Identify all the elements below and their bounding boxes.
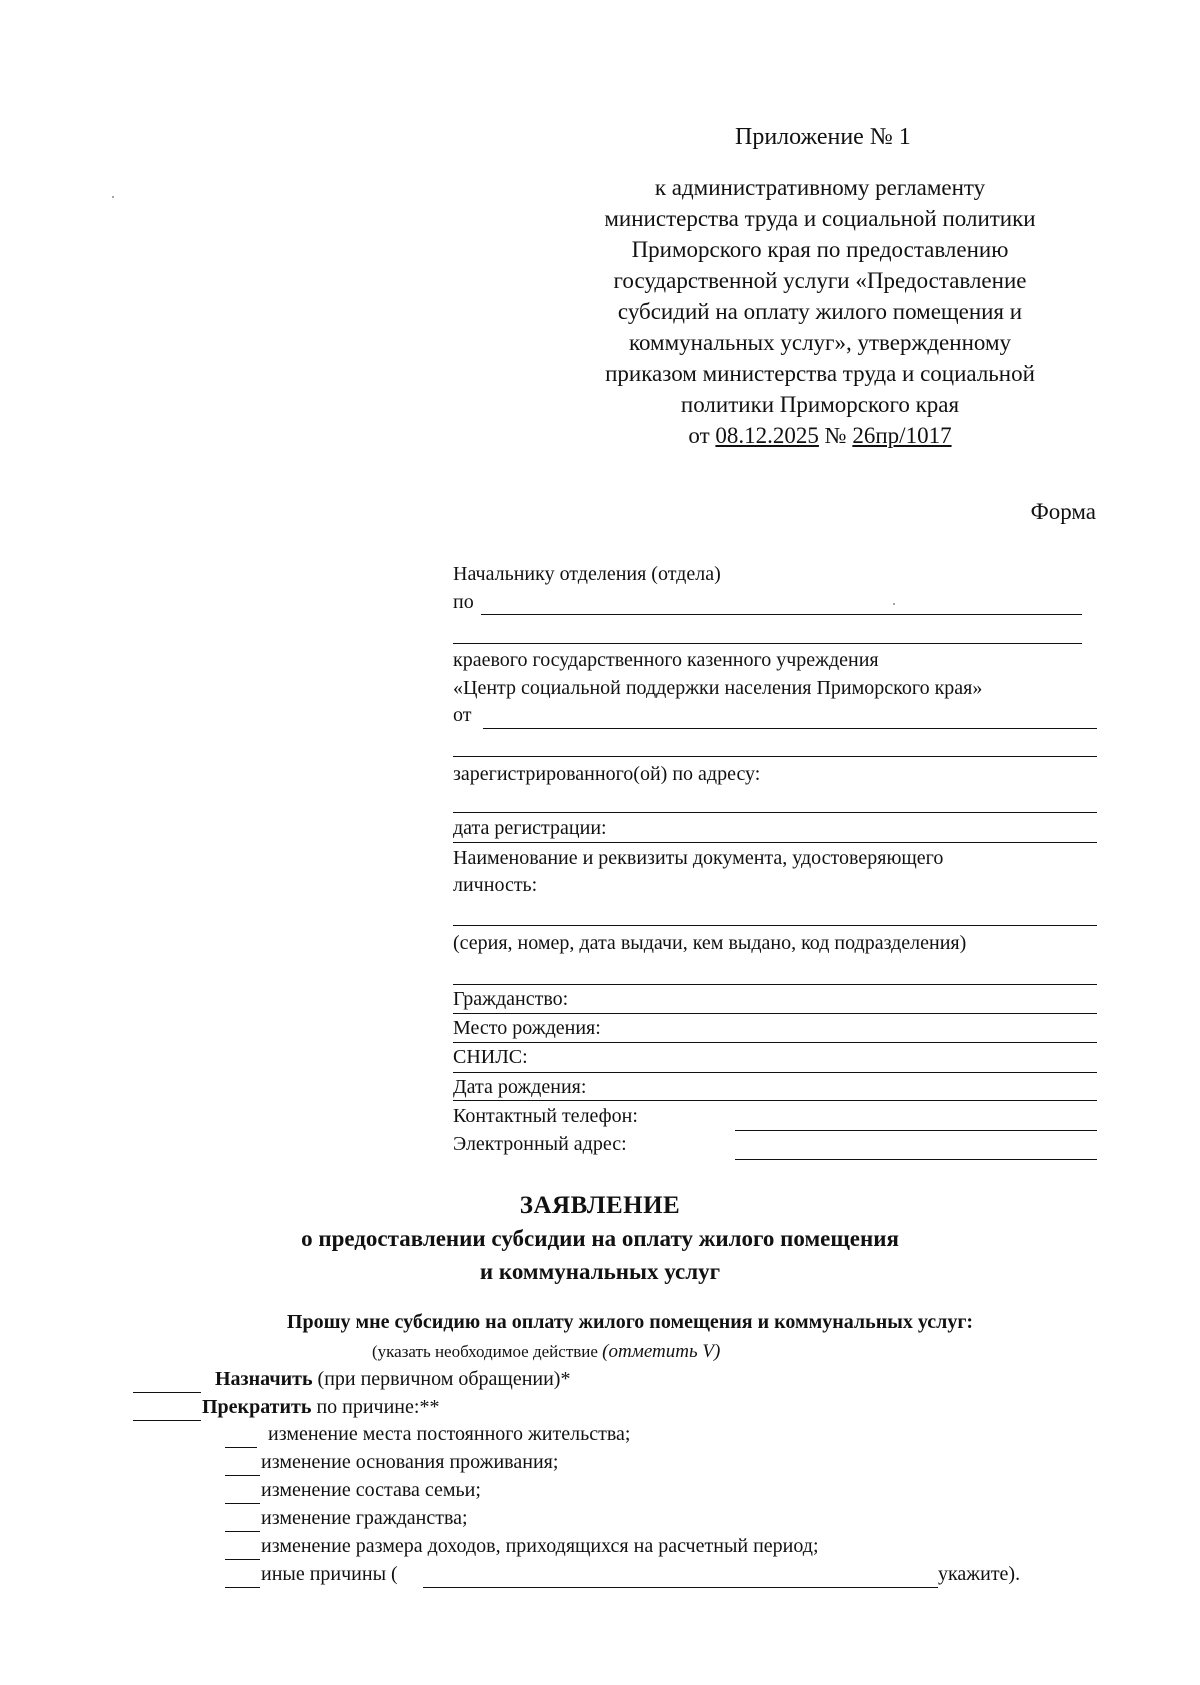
reason-item: изменение размера доходов, приходящихся на расчетный период;	[261, 1535, 819, 1557]
from-label: от	[453, 704, 472, 726]
order-number-sign: №	[824, 423, 847, 448]
reason-checkbox-line[interactable]	[225, 1531, 260, 1532]
statement-title: ЗАЯВЛЕНИЕ	[519, 1192, 681, 1219]
birthplace-label: Место рождения:	[453, 1017, 601, 1039]
identity-doc-label-line1: Наименование и реквизиты документа, удостоверяющего	[453, 847, 944, 869]
appendix-line: Приморского края по предоставлению	[631, 237, 1009, 262]
appendix-line: к административному регламенту	[654, 175, 986, 200]
citizenship-label: Гражданство:	[453, 988, 569, 1010]
identity-doc-label-line2: личность:	[453, 874, 538, 896]
identity-doc-field[interactable]	[453, 925, 1097, 926]
other-reason-suffix: укажите).	[938, 1563, 1021, 1585]
assign-option	[215, 1367, 570, 1392]
assign-checkbox-line[interactable]	[133, 1392, 201, 1393]
applicant-name-field[interactable]	[483, 728, 1097, 729]
registered-address-field[interactable]	[453, 812, 1097, 813]
other-reason-prefix: иные причины (	[261, 1563, 398, 1585]
snils-field[interactable]	[453, 1072, 1097, 1073]
applicant-name-field-cont[interactable]	[453, 756, 1097, 757]
email-field[interactable]	[735, 1159, 1097, 1160]
birthplace-field[interactable]	[453, 1042, 1097, 1043]
stop-option-rest: по причине:**	[316, 1396, 440, 1418]
birthdate-label: Дата рождения:	[453, 1076, 587, 1098]
phone-label: Контактный телефон:	[453, 1105, 638, 1127]
appendix-line: субсидий на оплату жилого помещения и	[617, 299, 1023, 324]
order-prefix: от	[688, 423, 710, 448]
appendix-line: государственной услуги «Предоставление	[613, 268, 1027, 293]
registration-date-label: дата регистрации:	[453, 817, 607, 839]
reason-item: изменение основания проживания;	[261, 1451, 559, 1473]
appendix-line: коммунальных услуг», утвержденному	[628, 330, 1011, 355]
statement-subtitle-line2: и коммунальных услуг	[479, 1259, 721, 1284]
addressee-line1: Начальнику отделения (отдела)	[453, 563, 721, 585]
order-number: 26пр/1017	[852, 423, 952, 448]
action-hint-italic: (отметить V)	[602, 1341, 721, 1362]
form-label: Форма	[1030, 499, 1096, 524]
other-reason-field[interactable]	[423, 1587, 938, 1588]
action-hint	[372, 1340, 720, 1364]
department-field-cont[interactable]	[453, 643, 1082, 644]
reason-checkbox-line[interactable]	[225, 1503, 260, 1504]
reason-checkbox-line[interactable]	[225, 1447, 257, 1448]
appendix-title: Приложение № 1	[735, 124, 911, 150]
action-hint-text: (указать необходимое действие	[372, 1342, 598, 1361]
identity-doc-field-cont[interactable]	[453, 984, 1097, 985]
addressee-po-label: по	[453, 591, 474, 613]
statement-subtitle-line1: о предоставлении субсидии на оплату жилого помещения	[301, 1226, 899, 1251]
appendix-line: политики Приморского края	[680, 392, 960, 417]
order-date: 08.12.2025	[715, 423, 819, 448]
reason-item: изменение гражданства;	[261, 1507, 468, 1529]
stop-option	[202, 1395, 439, 1420]
registration-date-field[interactable]	[453, 842, 1097, 843]
email-label: Электронный адрес:	[453, 1133, 627, 1155]
assign-option-bold: Назначить	[215, 1368, 313, 1390]
reason-checkbox-line[interactable]	[225, 1587, 260, 1588]
stop-option-bold: Прекратить	[202, 1396, 312, 1418]
institution-line2: «Центр социальной поддержки населения Приморского края»	[453, 677, 983, 699]
appendix-body	[535, 172, 1105, 451]
reason-item: изменение места постоянного жительства;	[268, 1423, 631, 1445]
institution-line1: краевого государственного казенного учреждения	[453, 649, 879, 671]
order-reference	[535, 420, 1105, 451]
assign-option-rest: (при первичном обращении)*	[317, 1368, 571, 1390]
scan-speck	[112, 196, 114, 198]
request-text: Прошу мне субсидию на оплату жилого помещения и коммунальных услуг:	[286, 1311, 974, 1333]
citizenship-field[interactable]	[453, 1013, 1097, 1014]
scan-speck	[893, 603, 895, 605]
snils-label: СНИЛС:	[453, 1046, 528, 1068]
stop-checkbox-line[interactable]	[133, 1420, 201, 1421]
registered-address-label: зарегистрированного(ой) по адресу:	[453, 763, 761, 785]
phone-field[interactable]	[735, 1130, 1097, 1131]
identity-doc-hint: (серия, номер, дата выдачи, кем выдано, код подразделения)	[453, 932, 967, 954]
reason-checkbox-line[interactable]	[225, 1475, 260, 1476]
appendix-line: министерства труда и социальной политики	[604, 206, 1036, 231]
reason-checkbox-line[interactable]	[225, 1559, 260, 1560]
department-field[interactable]	[481, 614, 1082, 615]
birthdate-field[interactable]	[453, 1100, 1097, 1101]
appendix-line: приказом министерства труда и социальной	[605, 361, 1035, 386]
reason-item: изменение состава семьи;	[261, 1479, 481, 1501]
